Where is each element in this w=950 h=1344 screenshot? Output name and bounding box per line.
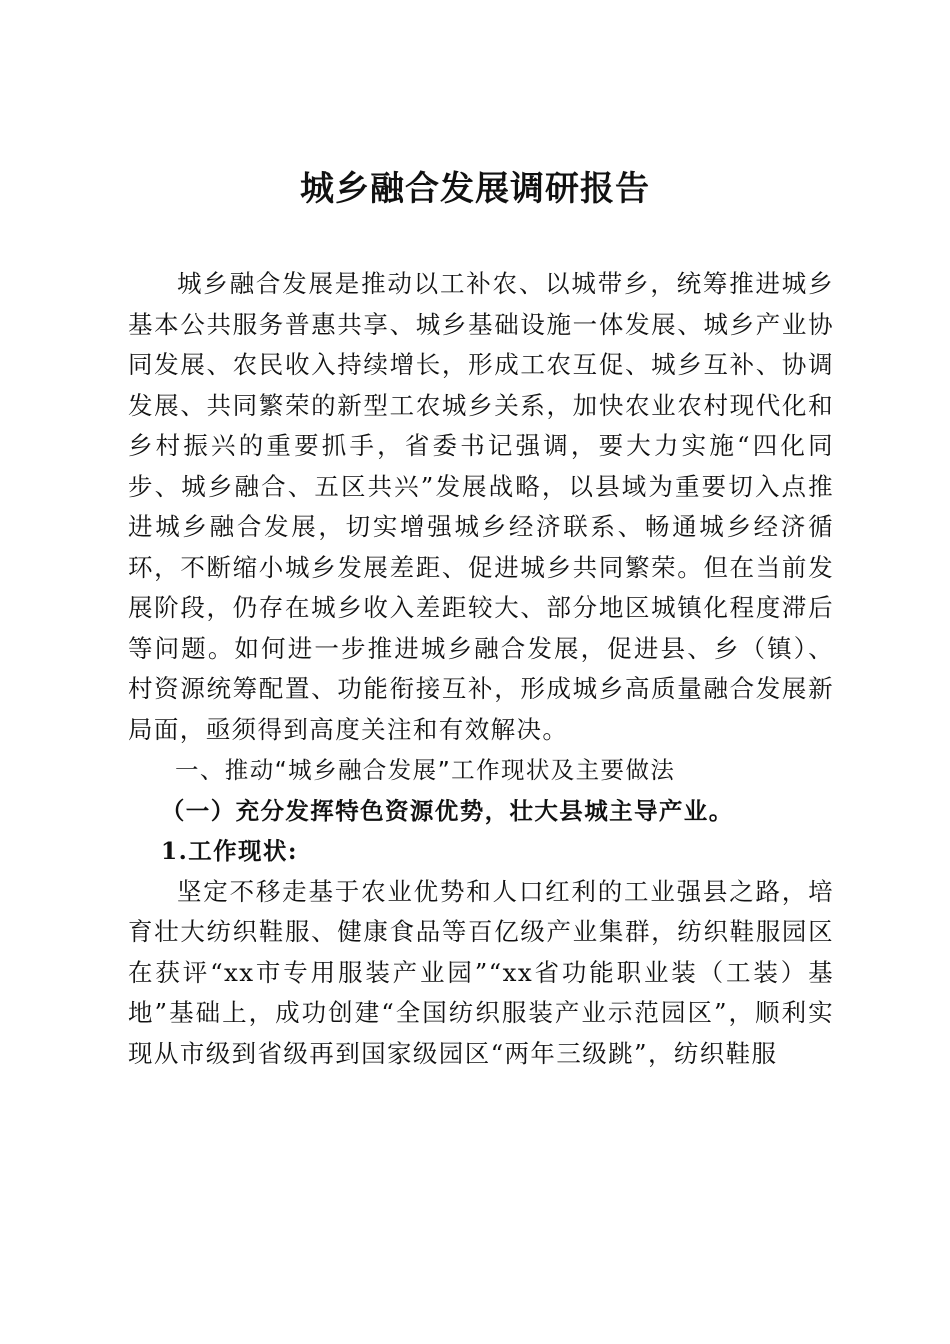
intro-paragraph: 城乡融合发展是推动以工补农、以城带乡，统筹推进城乡基本公共服务普惠共享、城乡基础设施一体发展、城乡产业协同发展、农民收入持续增长，形成工农互促、城乡互补、协调发展、共同繁荣的新型工农城乡关系，加快农业农村现代化和乡村振兴的重要抓手，省委书记强调，要大力实施“四化同步、城乡融合、五区共兴”发展战略，以县域为重要切入点推进城乡融合发展，切实增强城乡经济联系、畅通城乡经济循环，不断缩小城乡发展差距、促进城乡共同繁荣。但在当前发展阶段，仍存在城乡收入差距较大、部分地区城镇化程度滞后等问题。如何进一步推进城乡融合发展，促进县、乡（镇）、村资源统筹配置、功能衔接互补，形成城乡高质量融合发展新局面，亟须得到高度关注和有效解决。 <box>128 269 834 744</box>
subsection-heading: （一）充分发挥特色资源优势，壮大县城主导产业。 <box>160 796 734 825</box>
document-title: 城乡融合发展调研报告 <box>300 169 650 209</box>
document-body <box>128 264 834 1074</box>
section-heading: 一、推动“城乡融合发展”工作现状及主要做法 <box>175 756 676 784</box>
item-paragraph: 坚定不移走基于农业优势和人口红利的工业强县之路，培育壮大纺织鞋服、健康食品等百亿级产业集群，纺织鞋服园区在获评“xx市专用服装产业园”“xx省功能职业装（工装）基地”基础上，成功创建“全国纺织服装产业示范园区”，顺利实现从市级到省级再到国家级园区“两年三级跳”，纺织鞋服 <box>128 876 834 1068</box>
item-heading: 1.工作现状: <box>160 837 298 865</box>
